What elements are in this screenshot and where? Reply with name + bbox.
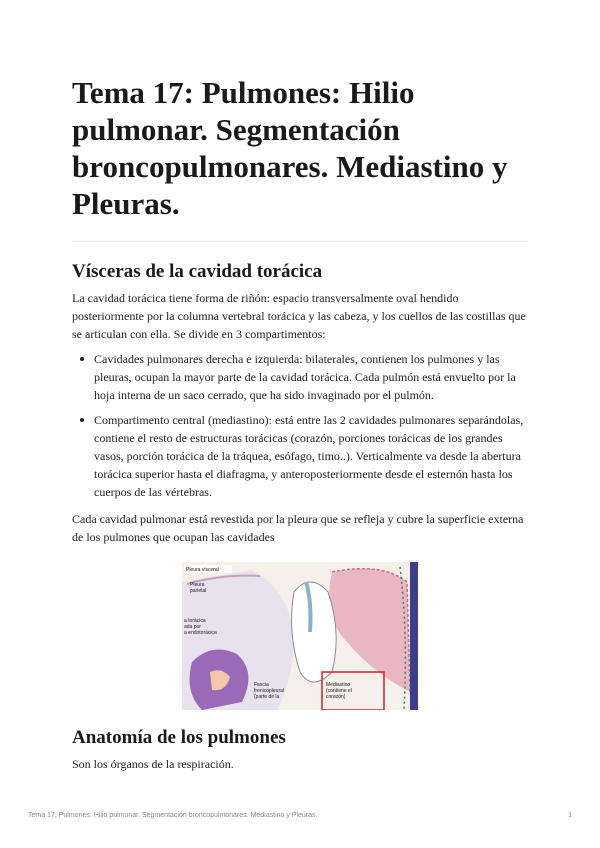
page-footer: [28, 812, 572, 819]
anatomia-paragraph: Son los órganos de la respiración.: [72, 757, 234, 771]
section-heading-anatomia: Anatomía de los pulmones: [72, 727, 286, 748]
label-toracica: a torácica: [184, 618, 206, 624]
bullet-icon: [80, 357, 84, 361]
section-heading-visceras: Vísceras de la cavidad torácica: [72, 261, 323, 282]
list-item: [72, 411, 530, 501]
label-pleura: Pleura: [190, 582, 205, 588]
label-mediastino: Mediastino: [326, 682, 351, 688]
label-corazon: corazón): [326, 694, 346, 700]
bullet-icon: [80, 418, 84, 422]
list-item-text: Cavidades pulmonares derecha e izquierda: bilaterales, contienen los pulmones y las pleuras, ocupan la mayor parte de la cavidad torácica. Cada pulmón está envuelto por la hoja interna de un saco cerrado, que ha sido invaginado por el pulmón.: [94, 352, 516, 402]
list-item-text: Compartimento central (mediastino): está entre las 2 cavidades pulmonares separándolas, contiene el resto de estructuras torácicas (corazón, porciones torácicas de los grandes vasos, porción torácica de la tráquea, esófago, timo..). Verticalmente va desde la abertura torácica superior hasta el diafragma, y anteroposteriormente desde el esternón hasta los cuerpos de las vértebras.: [94, 413, 524, 499]
label-endotoracica: a endotorácica: [184, 630, 217, 636]
label-contiene: (contiene el: [326, 688, 352, 694]
label-parte-de-la: (parte de la: [254, 694, 280, 700]
label-ada-por: ada por: [184, 624, 201, 630]
label-frenicopleural: frenicopleural: [254, 688, 285, 694]
pleura-paragraph: Cada cavidad pulmonar está revestida por la pleura que se refleja y cubre la superficie externa de los pulmones que ocupan las cavidades: [72, 512, 524, 544]
page-title: Tema 17: Pulmones: Hilio pulmonar. Segmentación broncopulmonares. Mediastino y Pleuras.: [72, 75, 508, 221]
compartments-list: [72, 350, 530, 508]
thorax-diagram: [182, 562, 418, 710]
list-item: [72, 350, 530, 404]
label-fascia: Fascia: [254, 682, 269, 688]
footer-title: Tema 17: Pulmones: Hilio pulmonar. Segmentación broncopulmonares. Mediastino y Pleuras.: [28, 812, 318, 819]
intro-paragraph: La cavidad torácica tiene forma de riñón: espacio transversalmente oval hendido posteriormente por la columna vertebral torácica y las cabeza, y los cuellos de las costillas que se articulan con ella. Se divide en 3 compartimentos:: [72, 291, 526, 341]
page-number: 1: [568, 812, 572, 819]
thorax-figure: [182, 562, 418, 710]
label-parietal: parietal: [190, 588, 207, 594]
label-pleura-visceral: Pleura visceral: [186, 567, 219, 573]
title-divider: [72, 241, 528, 242]
